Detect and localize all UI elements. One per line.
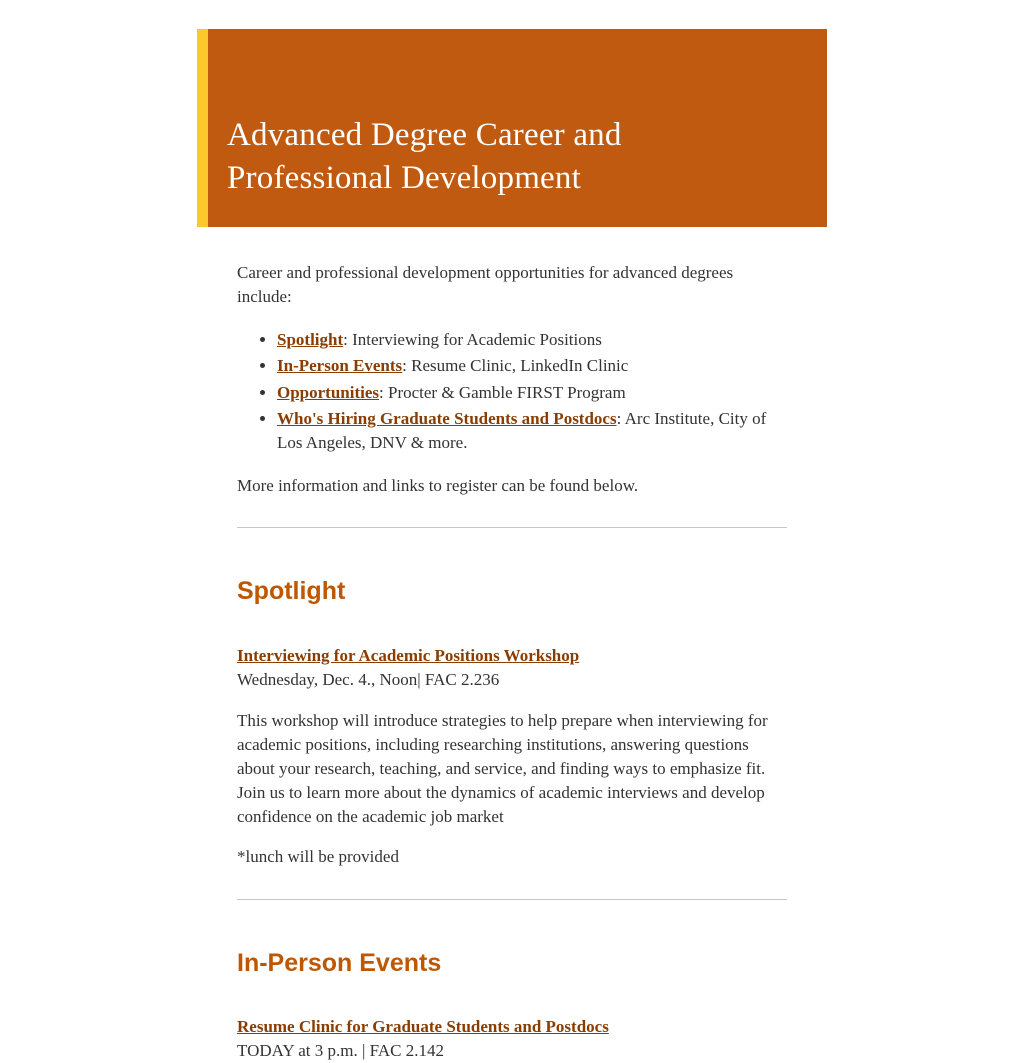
list-item-text: : Interviewing for Academic Positions	[343, 330, 602, 350]
list-item-opportunities	[277, 381, 787, 405]
list-item-whos-hiring	[277, 407, 787, 455]
whos-hiring-anchor-link[interactable]: Who's Hiring Graduate Students and Postdocs	[277, 408, 617, 428]
workshop-event-meta: Wednesday, Dec. 4., Noon| FAC 2.236	[237, 669, 500, 689]
banner-title	[227, 114, 809, 201]
summary-list	[237, 328, 787, 455]
header-banner	[197, 29, 827, 227]
list-item-spotlight	[277, 328, 787, 352]
section-divider	[237, 899, 787, 900]
in-person-events-section-heading: In-Person Events	[237, 948, 442, 977]
newsletter	[197, 0, 827, 1063]
banner-title-line1: Advanced Degree Career and	[227, 116, 622, 153]
spotlight-anchor-link[interactable]: Spotlight	[277, 330, 344, 350]
more-info-text: More information and links to register can be found below.	[237, 475, 639, 495]
intro-lead: Career and professional development opportunities for advanced degrees include:	[237, 263, 734, 307]
resume-clinic-event-meta: TODAY at 3 p.m. | FAC 2.142	[237, 1041, 444, 1061]
list-item-text: : Resume Clinic, LinkedIn Clinic	[402, 356, 629, 376]
resume-clinic-event	[237, 1015, 787, 1063]
banner-background	[208, 29, 827, 227]
resume-clinic-event-link[interactable]: Resume Clinic for Graduate Students and Postdocs	[237, 1017, 609, 1036]
workshop-event-link[interactable]: Interviewing for Academic Positions Workshop	[237, 645, 580, 665]
list-item-in-person-events	[277, 354, 787, 378]
opportunities-anchor-link[interactable]: Opportunities	[277, 382, 380, 402]
newsletter-body	[197, 227, 827, 1063]
spotlight-event	[237, 644, 787, 692]
lunch-note: *lunch will be provided	[237, 847, 399, 867]
banner-gold-stripe	[197, 29, 208, 227]
in-person-events-anchor-link[interactable]: In-Person Events	[277, 356, 403, 376]
list-item-text: : Procter & Gamble FIRST Program	[379, 382, 626, 402]
banner-title-line2: Professional Development	[227, 160, 581, 197]
list-item-text: : Arc Institute, City of Los Angeles, DNV & more.	[277, 408, 767, 452]
section-divider	[237, 527, 787, 528]
workshop-description: This workshop will introduce strategies to help prepare when interviewing for academic positions, including researching institutions, answering questions about your research, teaching, and service, and finding ways to emphasize fit. Join us to learn more about the dynamics of academic interviews and develop confidence on the academic job market	[237, 710, 768, 827]
spotlight-section-heading: Spotlight	[237, 577, 346, 605]
